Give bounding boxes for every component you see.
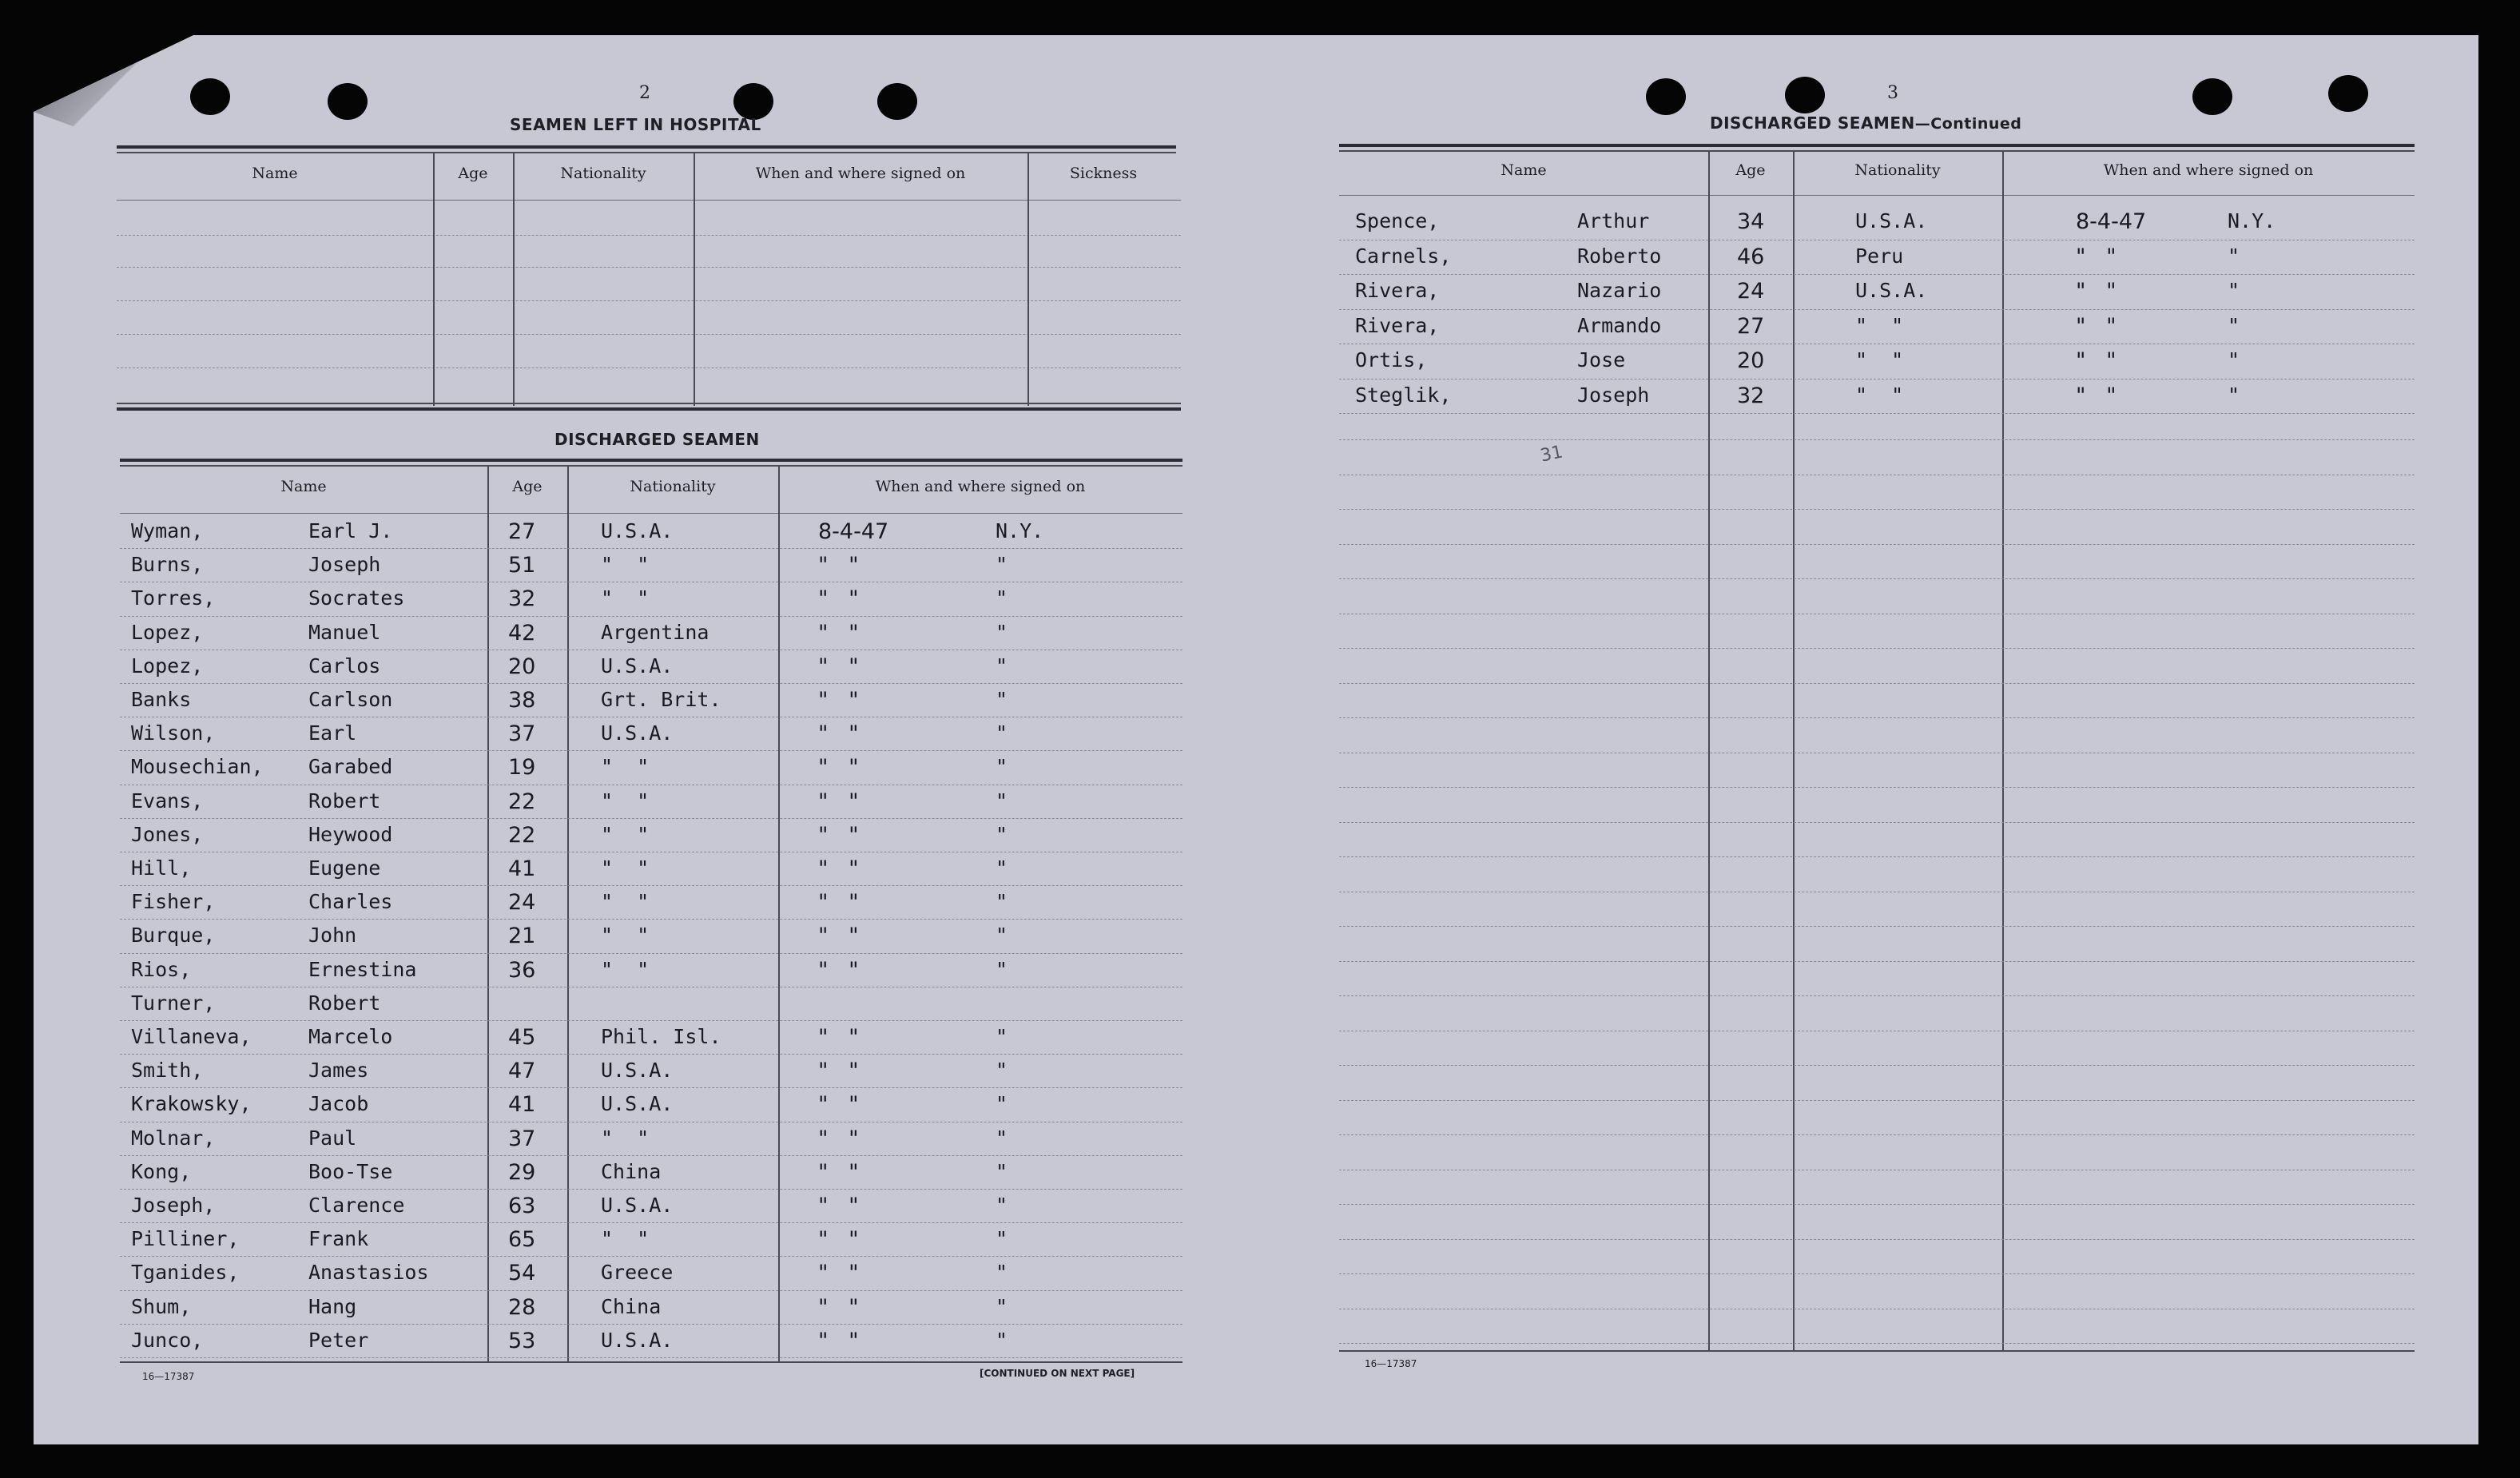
signed-on-date-cell: " " [818, 688, 859, 713]
nationality-cell: U.S.A. [1855, 209, 1928, 232]
given-name-cell: Eugene [308, 856, 381, 880]
signed-on-place-cell: " [996, 654, 1008, 677]
nationality-cell: " " [601, 822, 650, 846]
signed-on-place-cell: " [996, 721, 1008, 745]
signed-on-date-cell: " " [818, 890, 859, 916]
row-rule [1339, 413, 2415, 414]
blank-row-rule [1339, 509, 2415, 510]
given-name-cell: Paul [308, 1126, 357, 1150]
surname-cell: Villaneva, [131, 1025, 252, 1048]
signed-on-place-cell: " [2228, 244, 2240, 268]
col-header-name: Name [280, 478, 327, 495]
surname-cell: Wilson, [131, 721, 216, 745]
given-name-cell: Earl [308, 721, 357, 745]
given-name-cell: Charles [308, 890, 393, 914]
given-name-cell: Roberto [1577, 244, 1662, 268]
nationality-cell: U.S.A. [1855, 279, 1928, 302]
signed-on-place-cell: " [996, 924, 1008, 948]
given-name-cell: Earl J. [308, 519, 393, 542]
given-name-cell: Clarence [308, 1194, 405, 1217]
signed-on-place-cell: " [996, 1092, 1008, 1116]
age-cell: 27 [508, 519, 536, 544]
row-rule [120, 1054, 1182, 1055]
nationality-cell: Greece [601, 1261, 674, 1285]
age-cell: 21 [508, 924, 536, 949]
given-name-cell: Manuel [308, 620, 381, 644]
signed-on-place-cell: " [996, 1328, 1008, 1352]
age-cell: 45 [508, 1025, 536, 1050]
signed-on-date-cell: " " [818, 1092, 859, 1118]
blank-row-rule [1339, 822, 2415, 823]
nationality-cell: " " [601, 856, 650, 880]
signed-on-date-cell: " " [818, 1025, 859, 1050]
surname-cell: Carnels, [1355, 244, 1452, 268]
signed-on-date-cell: " " [818, 620, 859, 646]
age-cell: 54 [508, 1261, 536, 1286]
surname-cell: Pilliner, [131, 1227, 240, 1251]
form-number-right: 16—17387 [1365, 1358, 1417, 1369]
age-cell: 27 [1737, 313, 1765, 339]
signed-on-date-cell: " " [818, 957, 859, 983]
blank-row-rule [1339, 439, 2415, 440]
signed-on-place-cell: " [996, 1194, 1008, 1217]
nationality-cell: " " [601, 1126, 650, 1150]
signed-on-place-cell: " [996, 1025, 1008, 1048]
signed-on-date-cell: " " [818, 924, 859, 949]
signed-on-date-cell: " " [818, 822, 859, 848]
signed-on-place-cell: " [996, 620, 1008, 644]
col-header-nationality: Nationality [1854, 161, 1941, 179]
signed-on-place-cell: " [996, 1126, 1008, 1150]
row-rule [120, 818, 1182, 819]
surname-cell: Tganides, [131, 1261, 240, 1285]
surname-cell: Mousechian, [131, 755, 264, 779]
signed-on-place-cell: " [996, 1227, 1008, 1251]
row-rule [120, 1256, 1182, 1257]
nationality-cell: China [601, 1159, 662, 1183]
nationality-cell: " " [601, 924, 650, 948]
col-header-name: Name [1500, 161, 1547, 179]
surname-cell: Junco, [131, 1328, 204, 1352]
signed-on-date-cell: " " [818, 721, 859, 747]
col-header-signed-on: When and where signed on [875, 478, 1086, 495]
discharged-section-title: DISCHARGED SEAMEN [554, 430, 760, 449]
surname-cell: Lopez, [131, 654, 204, 677]
nationality-cell: " " [601, 553, 650, 577]
punch-hole [2328, 75, 2368, 112]
given-name-cell: Anastasios [308, 1261, 429, 1285]
nationality-cell: " " [601, 1227, 650, 1251]
surname-cell: Smith, [131, 1059, 204, 1083]
given-name-cell: Boo-Tse [308, 1159, 393, 1183]
hospital-section-title: SEAMEN LEFT IN HOSPITAL [510, 115, 761, 134]
row-rule [120, 919, 1182, 920]
row-rule [120, 1222, 1182, 1223]
blank-row-rule [1339, 1343, 2415, 1344]
margin-pencil-note: 31 [1538, 442, 1565, 467]
given-name-cell: James [308, 1059, 369, 1083]
nationality-cell: " " [1855, 383, 1904, 407]
signed-on-date-cell: " " [818, 1261, 859, 1286]
signed-on-place-cell: " [996, 957, 1008, 981]
nationality-cell: Phil. Isl. [601, 1025, 721, 1048]
signed-on-date-cell: 8-4-47 [2076, 209, 2147, 234]
given-name-cell: Peter [308, 1328, 369, 1352]
age-cell: 53 [508, 1328, 536, 1353]
age-cell: 37 [508, 721, 536, 747]
surname-cell: Banks [131, 688, 192, 711]
surname-cell: Joseph, [131, 1194, 216, 1217]
col-header-age: Age [1735, 161, 1766, 179]
age-cell: 36 [508, 957, 536, 983]
signed-on-date-cell: " " [2076, 244, 2117, 269]
given-name-cell: Heywood [308, 822, 393, 846]
nationality-cell: U.S.A. [601, 1059, 674, 1083]
blank-row-rule [1339, 717, 2415, 718]
signed-on-date-cell: " " [2076, 279, 2117, 304]
row-rule [120, 1324, 1182, 1325]
punch-hole [190, 78, 230, 115]
given-name-cell: Nazario [1577, 279, 1662, 302]
age-cell: 20 [508, 654, 536, 679]
blank-row-rule [1339, 1273, 2415, 1274]
col-header-name: Name [252, 165, 298, 182]
surname-cell: Rios, [131, 957, 192, 981]
row-rule [1339, 309, 2415, 310]
signed-on-date-cell: " " [818, 1328, 859, 1353]
surname-cell: Burque, [131, 924, 216, 948]
row-rule [1339, 274, 2415, 275]
surname-cell: Krakowsky, [131, 1092, 252, 1116]
punch-hole [1646, 78, 1686, 115]
signed-on-date-cell: " " [2076, 383, 2117, 408]
signed-on-place-cell: " [2228, 383, 2240, 407]
signed-on-date-cell: " " [818, 789, 859, 814]
age-cell: 19 [508, 755, 536, 781]
row-rule [120, 953, 1182, 954]
signed-on-date-cell: " " [2076, 313, 2117, 339]
signed-on-place-cell: " [996, 822, 1008, 846]
given-name-cell: Frank [308, 1227, 369, 1251]
nationality-cell: U.S.A. [601, 519, 674, 542]
nationality-cell: " " [601, 755, 650, 779]
surname-cell: Burns, [131, 553, 204, 577]
age-cell: 32 [1737, 383, 1765, 408]
age-cell: 51 [508, 553, 536, 578]
row-rule [120, 750, 1182, 751]
col-header-age: Age [458, 165, 488, 182]
age-cell: 42 [508, 620, 536, 646]
surname-cell: Jones, [131, 822, 204, 846]
age-cell: 65 [508, 1227, 536, 1253]
nationality-cell: Argentina [601, 620, 709, 644]
given-name-cell: Robert [308, 789, 381, 813]
blank-row-rule [1339, 961, 2415, 962]
signed-on-date-cell: " " [818, 1159, 859, 1185]
signed-on-date-cell: " " [818, 1126, 859, 1151]
age-cell: 22 [508, 789, 536, 814]
col-header-signed-on: When and where signed on [2103, 161, 2314, 179]
nationality-cell: " " [1855, 348, 1904, 371]
given-name-cell: Jacob [308, 1092, 369, 1116]
signed-on-place-cell: " [996, 1059, 1008, 1083]
nationality-cell: Grt. Brit. [601, 688, 721, 711]
signed-on-place-cell: " [996, 1294, 1008, 1318]
age-cell: 28 [508, 1294, 536, 1320]
signed-on-date-cell: " " [818, 553, 859, 578]
surname-cell: Ortis, [1355, 348, 1428, 371]
surname-cell: Fisher, [131, 890, 216, 914]
row-rule [120, 683, 1182, 684]
blank-row-rule [1339, 856, 2415, 857]
age-cell: 46 [1737, 244, 1765, 269]
signed-on-date-cell: " " [818, 1294, 859, 1320]
signed-on-date-cell: " " [2076, 348, 2117, 373]
punch-hole [328, 83, 368, 120]
signed-on-place-cell: " [2228, 348, 2240, 371]
nationality-cell: U.S.A. [601, 1194, 674, 1217]
nationality-cell: " " [601, 586, 650, 610]
surname-cell: Steglik, [1355, 383, 1452, 407]
age-cell: 29 [508, 1159, 536, 1185]
given-name-cell: Garabed [308, 755, 393, 779]
page-number-right: 3 [1887, 83, 1898, 103]
age-cell: 37 [508, 1126, 536, 1151]
continued-note: [CONTINUED ON NEXT PAGE] [980, 1368, 1135, 1379]
row-rule [120, 1155, 1182, 1156]
surname-cell: Molnar, [131, 1126, 216, 1150]
age-cell: 63 [508, 1194, 536, 1218]
nationality-cell: " " [601, 890, 650, 914]
given-name-cell: Arthur [1577, 209, 1650, 232]
col-header-sickness: Sickness [1069, 165, 1138, 182]
row-rule [120, 1020, 1182, 1021]
blank-row-rule [1339, 787, 2415, 788]
given-name-cell: Robert [308, 991, 381, 1015]
blank-row-rule [1339, 1239, 2415, 1240]
age-cell: 32 [508, 586, 536, 612]
nationality-cell: U.S.A. [601, 1328, 674, 1352]
signed-on-place-cell: " [2228, 279, 2240, 302]
nationality-cell: Peru [1855, 244, 1904, 268]
given-name-cell: Joseph [308, 553, 381, 577]
row-rule [120, 548, 1182, 549]
row-rule [120, 1290, 1182, 1291]
row-rule [120, 885, 1182, 886]
col-header-signed-on: When and where signed on [755, 165, 966, 182]
signed-on-place-cell: " [996, 890, 1008, 914]
age-cell: 38 [508, 688, 536, 713]
nationality-cell: U.S.A. [601, 654, 674, 677]
given-name-cell: Ernestina [308, 957, 417, 981]
row-rule [120, 1189, 1182, 1190]
blank-row-rule [1339, 648, 2415, 649]
given-name-cell: Jose [1577, 348, 1626, 371]
signed-on-date-cell: " " [818, 856, 859, 881]
blank-row-rule [1339, 578, 2415, 579]
page-number-left: 2 [639, 83, 650, 103]
age-cell: 41 [508, 1092, 536, 1118]
col-header-nationality: Nationality [630, 478, 716, 495]
signed-on-place-cell: N.Y. [996, 519, 1044, 542]
given-name-cell: John [308, 924, 357, 948]
nationality-cell: China [601, 1294, 662, 1318]
signed-on-date-cell: " " [818, 586, 859, 612]
surname-cell: Wyman, [131, 519, 204, 542]
blank-row-rule [1339, 1065, 2415, 1066]
given-name-cell: Carlson [308, 688, 393, 711]
surname-cell: Torres, [131, 586, 216, 610]
signed-on-place-cell: " [996, 1261, 1008, 1285]
signed-on-date-cell: " " [818, 1059, 859, 1084]
surname-cell: Turner, [131, 991, 216, 1015]
age-cell: 20 [1737, 348, 1765, 373]
signed-on-place-cell: N.Y. [2228, 209, 2276, 232]
surname-cell: Hill, [131, 856, 192, 880]
signed-on-date-cell: " " [818, 755, 859, 781]
age-cell: 24 [508, 890, 536, 916]
row-rule [120, 1357, 1182, 1358]
form-number-left: 16—17387 [142, 1371, 195, 1382]
age-cell: 41 [508, 856, 536, 881]
surname-cell: Evans, [131, 789, 204, 813]
surname-cell: Lopez, [131, 620, 204, 644]
signed-on-place-cell: " [996, 789, 1008, 813]
punch-hole [877, 83, 917, 120]
punch-hole [1785, 77, 1825, 113]
blank-row-rule [1339, 1100, 2415, 1101]
nationality-cell: " " [1855, 313, 1904, 337]
title-main: DISCHARGED SEAMEN [1710, 113, 1915, 133]
given-name-cell: Armando [1577, 313, 1662, 337]
blank-row-rule [1339, 683, 2415, 684]
given-name-cell: Socrates [308, 586, 405, 610]
blank-row-rule [1339, 1134, 2415, 1135]
age-cell: 24 [1737, 279, 1765, 304]
signed-on-place-cell: " [996, 1159, 1008, 1183]
col-header-age: Age [512, 478, 543, 495]
nationality-cell: " " [601, 789, 650, 813]
signed-on-date-cell: " " [818, 1227, 859, 1253]
signed-on-date-cell: " " [818, 1194, 859, 1218]
discharged-continued-title [1710, 113, 2021, 133]
given-name-cell: Marcelo [308, 1025, 393, 1048]
nationality-cell: U.S.A. [601, 721, 674, 745]
surname-cell: Rivera, [1355, 313, 1440, 337]
col-header-nationality: Nationality [560, 165, 646, 182]
surname-cell: Rivera, [1355, 279, 1440, 302]
surname-cell: Spence, [1355, 209, 1440, 232]
age-cell: 34 [1737, 209, 1765, 234]
blank-row-rule [1339, 1204, 2415, 1205]
signed-on-place-cell: " [996, 755, 1008, 779]
signed-on-place-cell: " [2228, 313, 2240, 337]
surname-cell: Kong, [131, 1159, 192, 1183]
blank-row-rule [1339, 544, 2415, 545]
signed-on-place-cell: " [996, 856, 1008, 880]
given-name-cell: Hang [308, 1294, 357, 1318]
given-name-cell: Joseph [1577, 383, 1650, 407]
signed-on-date-cell: 8-4-47 [818, 519, 889, 544]
signed-on-place-cell: " [996, 553, 1008, 577]
blank-row-rule [1339, 995, 2415, 996]
nationality-cell: U.S.A. [601, 1092, 674, 1116]
row-rule [120, 1087, 1182, 1088]
signed-on-date-cell: " " [818, 654, 859, 679]
title-continued: —Continued [1914, 115, 2022, 133]
signed-on-place-cell: " [996, 688, 1008, 711]
row-rule [120, 616, 1182, 617]
age-cell: 47 [508, 1059, 536, 1084]
nationality-cell: " " [601, 957, 650, 981]
blank-row-rule [1339, 926, 2415, 927]
signed-on-place-cell: " [996, 586, 1008, 610]
age-cell: 22 [508, 822, 536, 848]
given-name-cell: Carlos [308, 654, 381, 677]
surname-cell: Shum, [131, 1294, 192, 1318]
punch-hole [2192, 78, 2232, 115]
